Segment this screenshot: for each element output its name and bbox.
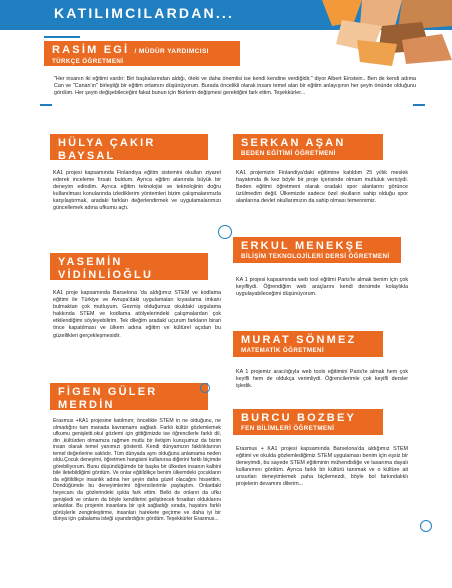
murat-text: KA 1 projemiz aracılığıyla web tools eğitimini Paris'te almak hem çok keyifli hem de oldukça verimliydi. Öğrencilerimle çok keyifli dersler işledik. (236, 369, 408, 390)
burcu-name: BURCU BOZBEY (241, 412, 357, 424)
serkan-name: SERKAN AŞAN (241, 137, 346, 149)
serkan-role: BEDEN EĞİTİMİ ÖĞRETMENİ (241, 150, 336, 157)
rasim-text: "Her insanın iki eğitimi vardır: Biri başkalarından aldığı, öteki ve daha önemlisi ise kendi kendine verdiğidir." diyor Albert Einstein.. Ben de kendi adıma Can ve "Canan'ın" birleştiği bir eğitim ortamını düşünüyorum. Burada öncelikli olarak insanı temel alan bir eğitim anlayışının her şeyin önünde olduğunu gördüm. Her şeyin değişebileceğini fakat bunun için fikirlerin değişmesi gerektiğini fark ettim. Teşekkürler... (54, 76, 416, 97)
burcu-header (233, 409, 383, 435)
yasemin-header (50, 253, 208, 289)
hands-illustration (302, 0, 452, 68)
figen-header (50, 383, 208, 419)
figen-name: FİGEN GÜLER MERDİN (58, 386, 158, 411)
page-title: KATILIMCILARDAN... (54, 5, 235, 21)
decor-circle (218, 225, 232, 239)
decor-circle (420, 520, 432, 532)
yasemin-role: TEKNOLOJİ TASARIM DERSİ ÖĞRETMENİ (58, 282, 196, 289)
hulya-role: REHBER ÖĞRETMEN (58, 163, 128, 170)
rasim-role: TÜRKÇE ÖĞRETMENİ (52, 58, 124, 65)
decor-dash (40, 104, 52, 106)
figen-role: FEN BİLİMLERİ ÖĞRETMENİ (58, 412, 152, 419)
murat-name: MURAT SÖNMEZ (241, 334, 357, 346)
figen-text: Erasmus +KA1 projesine katılmım; öncelikle STEM in ne olduğunu, ne olmadığını tam manada kavramamı sağladı. Farklı kültür gözlemlemek ufkumu genişletti.okul gözlemi için gittiğimizde ise öğrencilerle farklı dil, din ,kültürden olmamıza rağmen mutlu bir iletişim kuruşumuz da bizim insan olarak temel yanımızı gösterdi. Kendi dünyamızın faklılıklarının temel değerlerine saklıdır. Tüm dünyada aynı olduğunu anlamama neden oldu.Çocuk deneyimi, öğretmen hangisini kullanırsa diğerini farklı biçimde görebiliyorum. Bunu düşündüğümde bir başka bir ülkeden insanın kalbini bile iletebildiğimi gördüm. Ve onlar eğitildikçe benim ülkemdeki çocukların da eğitildikçe insanlık adına her şeyin daha güzel olacağını hissettim. Döndüğümde bu deneyimlerimi öğrencilerimle paylaştım. Onlardaki heyecanı da gözlerindeki ışıkta fark ettim. Belki de onların da ufku genişledi ve onların da böyle kendilerini geliştirecek fırsatları olduklarını anladılar. Bu projenin insanlara bir ışık sağladığı sırada, hayatını farklı görüşlerle zenginleştirme, insanları harekete geçirme ve daha iyi bir dünya için çabalama isteği uyandırdığını gördüm. Teşekkürler Erasmus... (53, 418, 221, 523)
burcu-role: FEN BİLİMLERİ ÖĞRETMENİ (241, 425, 335, 432)
murat-role: MATEMATİK ÖĞRETMENİ (241, 347, 324, 354)
erkul-header (233, 237, 401, 263)
rasim-name: RASİM EGİ (52, 44, 130, 56)
hulya-header (50, 134, 208, 170)
hulya-name: HÜLYA ÇAKIR BAYSAL (58, 137, 156, 162)
rasim-header (44, 41, 240, 66)
yasemin-text: KA1 proje kapsamında Barselona 'da aldığımız STEM ve kodlama eğitimi ile Türkiye ve Avrupa'daki uygulamaları kıyaslama imkanı bulmaktan çok mutluyum. Gezmiş olduğumuz okuldaki uygulama hakkında STEM ve kodlama atölyelerindeki çalışmalardan çok etkilendiğimi söyleyebilirim. Tek dileğim aradaki uçurum farkların biran önce kapatılması ve ülkem adına eğitim ve kültürel açıdan bu güzellikleri gerçekleşmesidir. (53, 290, 221, 339)
erkul-text: KA 1 projesi kapsamında web tool eğitimi Paris'te almak benim için çok keyifliydi. Öğrendiğim web araçlarını kendi dersimde kolaylıkla uygulayabileceğimi düşünüyorum. (236, 277, 408, 298)
burcu-text: Erasmus + KA1 projesi kapsamında Barselona'da aldığımız STEM eğitimi ve okulda gözlemlediğimiz STEM uygulaması benim için eşsiz bir deneyimdi, bu sayede STEM eğitiminin mühendisliğe ve tasarıma dayalı kullanımını gördüm. Ayrıca farklı bir kültürü tanımak ve o kültüre ait unsurları deneyimlemek paha biçilemezdi, böyle bol farkındalıklı projelerin devamını dilerim... (236, 446, 408, 488)
serkan-text: KA1 projemizin Finlandiya'daki eğitimine katıldım 25 yıllık meslek hayatımda ilk kez böyle bir proje içerisinde olmam mutluluk vericiydi. Beden eğitimi öğretmeni olarak oradaki spor alanlarını görünce üzülmedim değil. Ülkemizde sadece özel okulların sahip olduğu spor alanlarına devlet okullarımızın da sahip olması temennimiz. (236, 170, 408, 205)
yasemin-name: YASEMİN VİDİNLİOĞLU (58, 256, 154, 281)
decor-dash (44, 36, 80, 38)
decor-dash (413, 104, 425, 106)
erkul-role: BİLİŞİM TEKNOLOJİLERİ DERSİ ÖĞRETMENİ (241, 253, 390, 260)
erkul-name: ERKUL MENEKŞE (241, 240, 365, 252)
rasim-role-suffix: / MÜDÜR YARDIMCISI (134, 48, 209, 55)
murat-header (233, 331, 383, 357)
hulya-text: KA1 projesi kapsamında Finlandiya eğitim sistemini okulları ziyaret ederek inceleme fırsatı buldum. Ayrıca eğitim alanında büyük bir deneyim edindim. Ayrıca eğitim teknolojisi ve teknolojinin doğru kullanılması konularında izlediklerim yöntemleri bizim çalışmalarımızla karşılaştırmak, aradaki farkları değerlendirmek ve uygulamalarımızı güncellemek adına ufkumu açtı. (53, 170, 221, 212)
serkan-header (233, 134, 383, 160)
decor-circle (200, 383, 210, 393)
